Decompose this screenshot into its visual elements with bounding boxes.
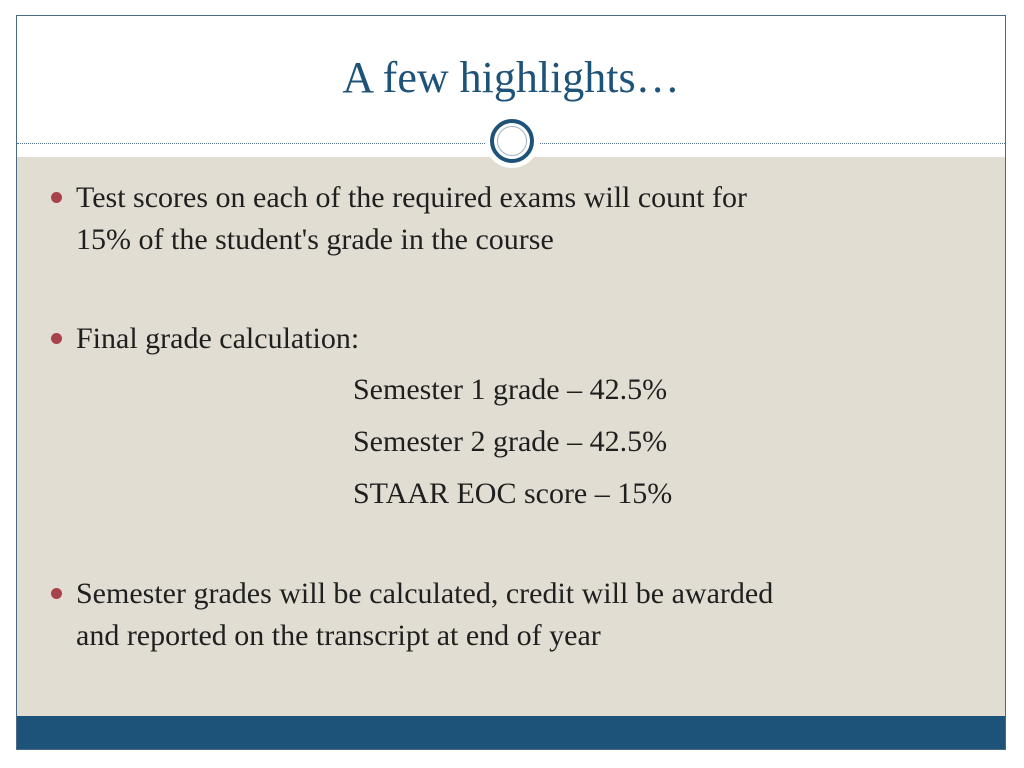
footer-bar <box>17 716 1005 750</box>
calc-staar-eoc: STAAR EOC score – 15% <box>353 477 673 510</box>
bullet-text-line: Test scores on each of the required exams will count for <box>76 181 748 214</box>
bullet-dot <box>51 333 62 344</box>
slide-title: A few highlights… <box>342 53 680 102</box>
bullet-semester-grades <box>51 573 773 657</box>
circle-ring <box>490 119 534 163</box>
bullet-text-line: and reported on the transcript at end of year <box>76 619 601 652</box>
content-area <box>17 157 1005 716</box>
bullet-text-line: Semester grades will be calculated, credit will be awarded <box>76 577 774 610</box>
bullet-dot <box>51 588 62 599</box>
circle-inner <box>497 126 527 156</box>
bullet-text-line: Final grade calculation: <box>76 322 360 355</box>
circle-ornament-icon <box>485 114 539 168</box>
bullet-dot <box>51 192 62 203</box>
calc-semester-2: Semester 2 grade – 42.5% <box>353 425 668 458</box>
bullet-test-scores <box>51 177 747 261</box>
slide <box>16 15 1006 750</box>
bullet-text-line: 15% of the student's grade in the course <box>76 223 554 256</box>
bullet-final-grade <box>51 318 359 360</box>
calc-semester-1: Semester 1 grade – 42.5% <box>353 373 668 406</box>
